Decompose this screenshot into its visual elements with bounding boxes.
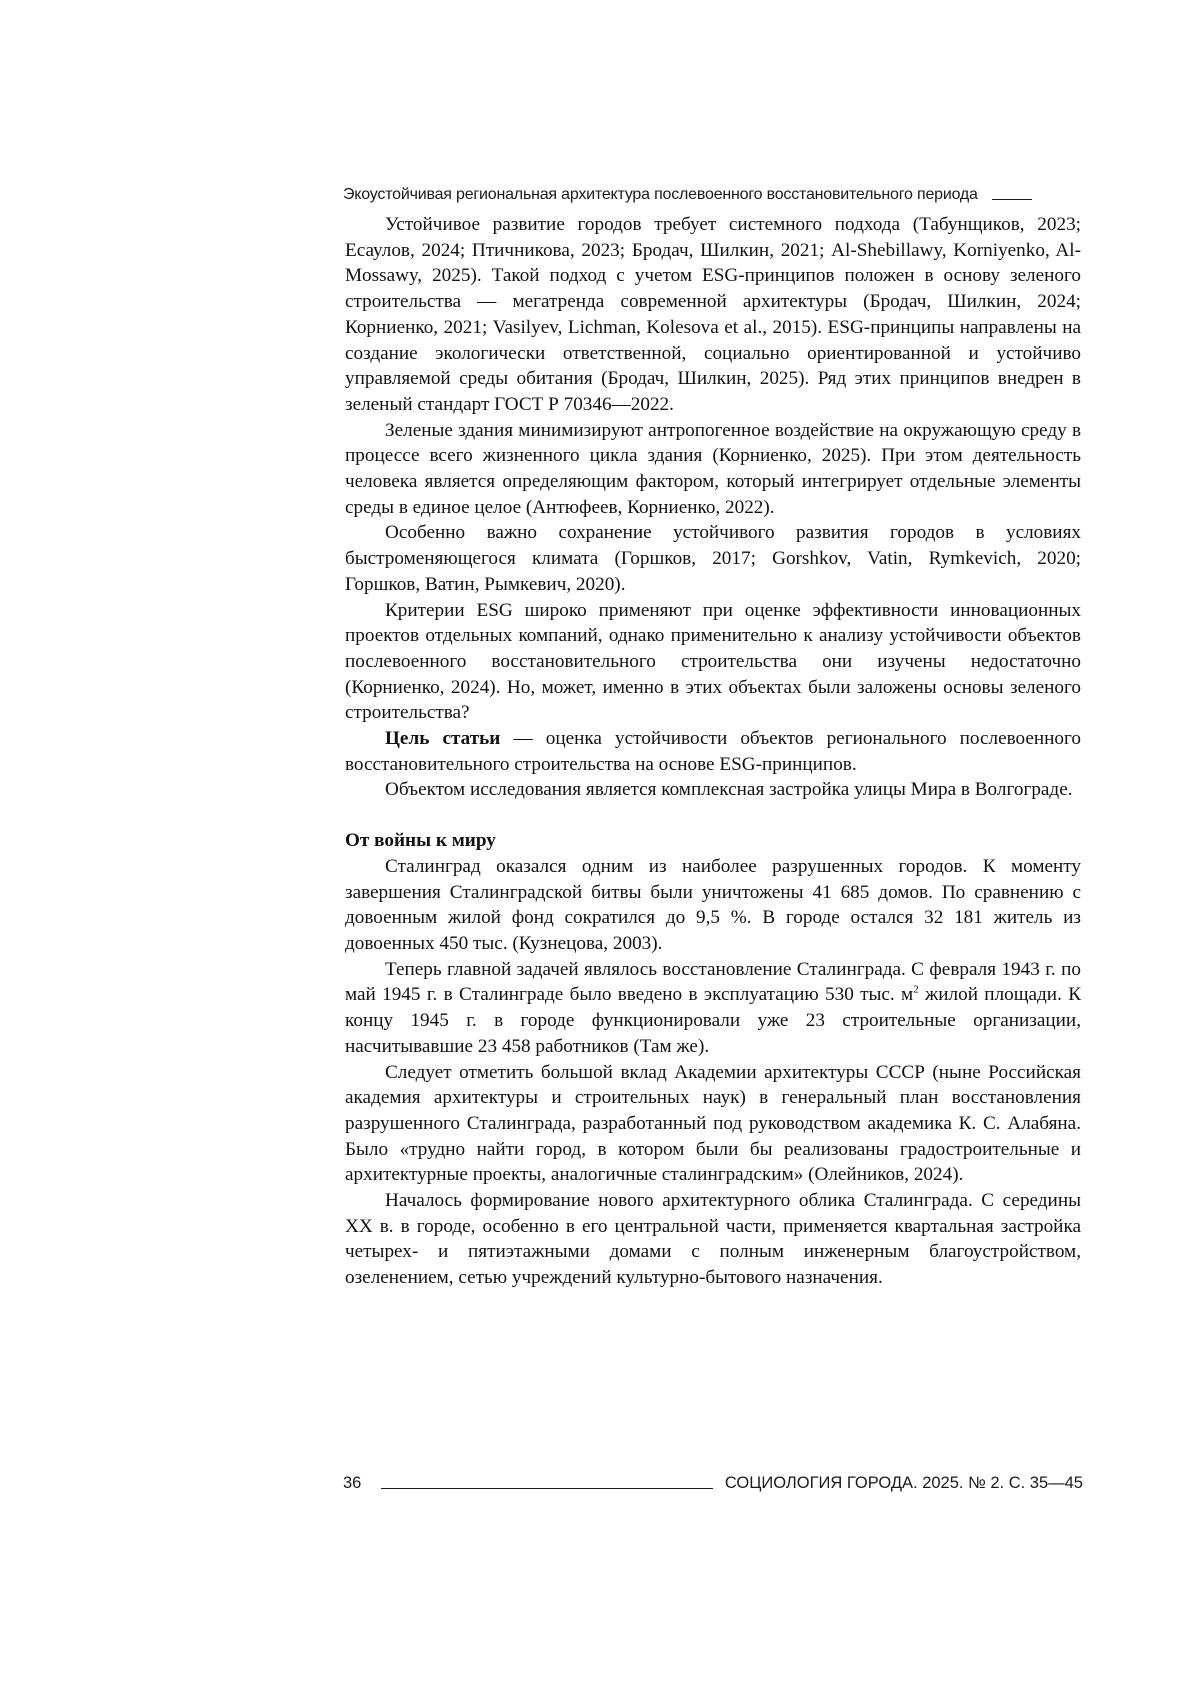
- paragraph-aim: [345, 726, 1081, 777]
- page-number: 36: [343, 1474, 362, 1492]
- aim-text: — оценка устойчивости объектов регионального послевоенного восстановительного строительства на основе ESG-принципов.: [345, 728, 1081, 775]
- article-body: [345, 212, 1081, 1291]
- paragraph: Особенно важно сохранение устойчивого развития городов в условиях быстроменяющегося климата (Горшков, 2017; Gorshkov, Vatin, Rymkevich, 2020; Горшков, Ватин, Рымкевич, 2020).: [345, 522, 1081, 595]
- paragraph: Сталинград оказался одним из наиболее разрушенных городов. К моменту завершения Сталинградской битвы были уничтожены 41 685 домов. По сравнению с довоенным жилой фонд сократился до 9,5 %. В городе остался 32 181 житель из довоенных 450 тыс. (Кузнецова, 2003).: [345, 855, 1081, 954]
- header-rule: [992, 199, 1032, 200]
- running-footer: [343, 1469, 1083, 1493]
- running-title: Экоустойчивая региональная архитектура послевоенного восстановительного периода: [343, 186, 978, 203]
- housing-text-start: Теперь главной задачей являлось восстановление Сталинграда. С февраля 1943 г. по май 1945 г. в Сталинграде было введено в эксплуатацию 530 тыс. м: [345, 958, 1081, 1006]
- housing-text-end: жилой площади. К концу 1945 г. в городе функционировали уже 23 строительные организации, насчитывавшие 23 458 работников (Там же).: [345, 984, 1081, 1057]
- section-spacer: [345, 803, 1081, 828]
- aim-label: Цель статьи: [385, 728, 501, 750]
- journal-citation: СОЦИОЛОГИЯ ГОРОДА. 2025. № 2. С. 35—45: [724, 1474, 1083, 1492]
- paragraph: Объектом исследования является комплексная застройка улицы Мира в Волгограде.: [385, 779, 1073, 801]
- section-heading: От войны к миру: [345, 830, 496, 852]
- paragraph: Началось формирование нового архитектурного облика Сталинграда. С середины XX в. в городе, особенно в его центральной части, применяется квартальная застройка четырех- и пятиэтажными домами с полным инженерным благоустройством, озеленением, сетью учреждений культурно-бытового назначения.: [345, 1190, 1081, 1289]
- paragraph: Критерии ESG широко применяют при оценке эффективности инновационных проектов отдельных компаний, однако применительно к анализу устойчивости объектов послевоенного восстановительного строительства они изучены недостаточно (Корниенко, 2024). Но, может, именно в этих объектах были заложены основы зеленого строительства?: [345, 599, 1081, 724]
- footer-rule: [381, 1488, 712, 1489]
- paragraph: Устойчивое развитие городов требует системного подхода (Табунщиков, 2023; Есаулов, 2024; Птичникова, 2023; Бродач, Шилкин, 2021; Al-Shebillawy, Korniyenko, Al-Mossawy, 2025). Такой подход с учетом ESG-принципов положен в основу зеленого строительства — мегатренда современной архитектуры (Бродач, Шилкин, 2024; Корниенко, 2021; Vasilyev, Lichman, Kolesova et al., 2015). ESG-принципы направлены на создание экологически ответственной, социально ориентированной и устойчиво управляемой среды обитания (Бродач, Шилкин, 2025). Ряд этих принципов внедрен в зеленый стандарт ГОСТ Р 70346—2022.: [345, 214, 1081, 415]
- running-header: [343, 178, 1083, 204]
- paragraph: Следует отметить большой вклад Академии архитектуры СССР (ныне Российская академия архитектуры и строительных наук) в генеральный план восстановления разрушенного Сталинграда, разработанный под руководством академика К. С. Алабяна. Было «трудно найти город, в котором были бы реализованы градостроительные и архитектурные проекты, аналогичные сталинградским» (Олейников, 2024).: [345, 1061, 1081, 1186]
- paragraph: Зеленые здания минимизируют антропогенное воздействие на окружающую среду в процессе всего жизненного цикла здания (Корниенко, 2025). При этом деятельность человека является определяющим фактором, который интегрирует отдельные элементы среды в единое целое (Антюфеев, Корниенко, 2022).: [345, 419, 1081, 518]
- paragraph-housing: [345, 957, 1081, 1060]
- superscript: 2: [913, 984, 919, 996]
